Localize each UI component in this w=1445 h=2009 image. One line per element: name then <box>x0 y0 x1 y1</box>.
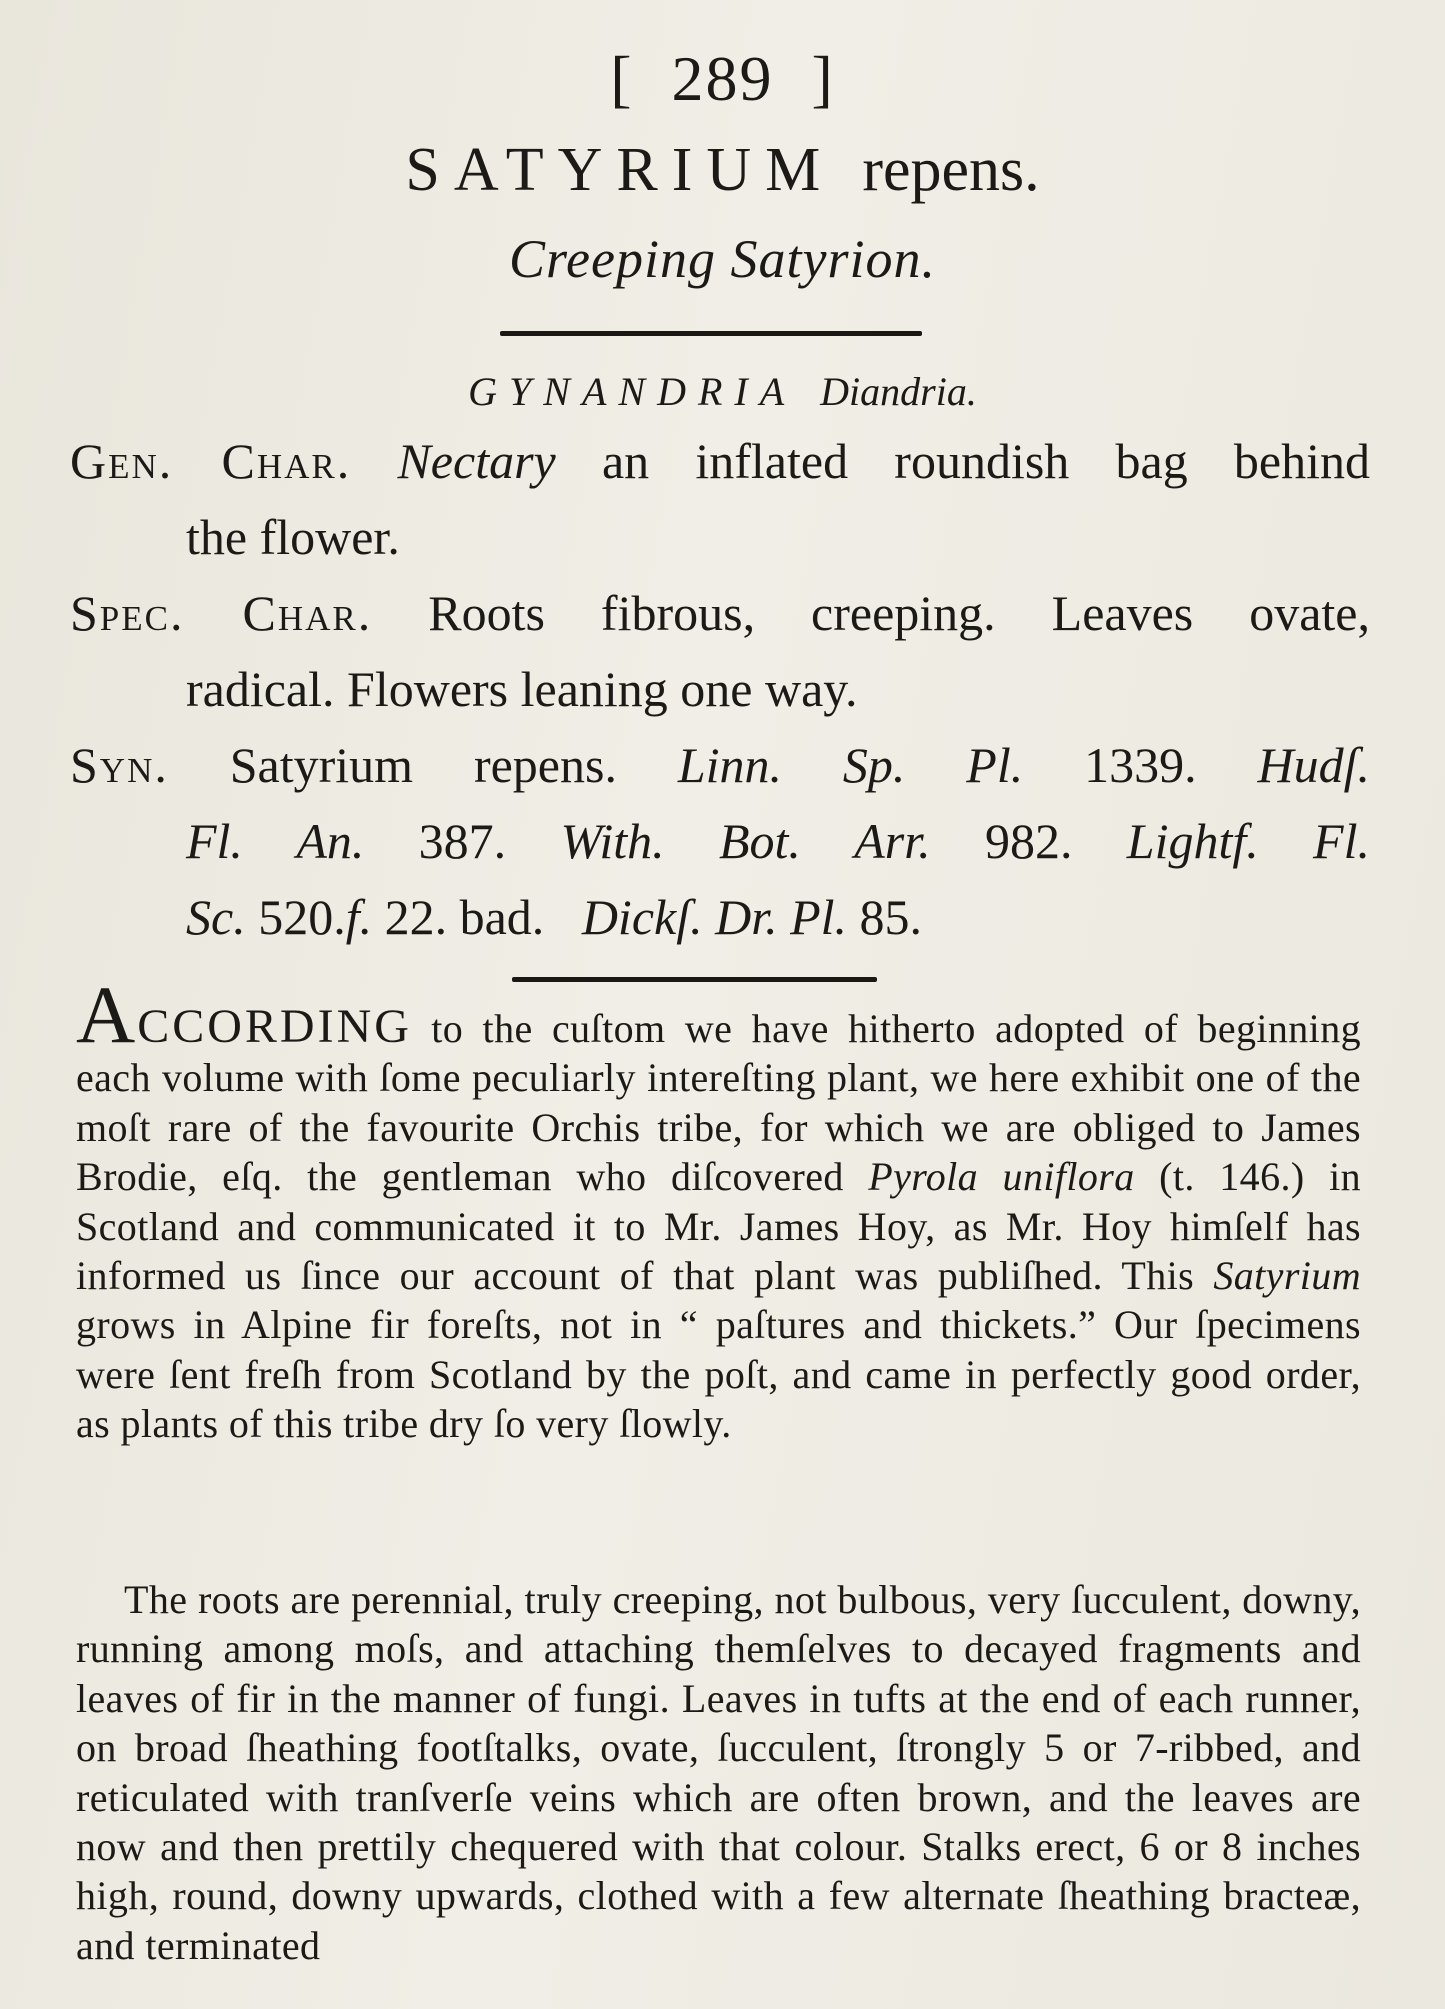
syn-ref: Lightf. Fl. <box>1126 813 1370 869</box>
gen-char-term: Nectary <box>397 433 556 489</box>
syn-line-3 <box>186 888 1370 946</box>
syn-ref-num: 22. bad. <box>384 889 545 945</box>
gen-char-line-2: the flower. <box>186 509 400 565</box>
species-name: repens. <box>862 136 1040 204</box>
paragraph-text: The roots are perennial, truly creeping, not bulbous, very ſucculent, downy, running among moſs, and attaching themſelves to decayed fragments and leaves of fir in the manner of fungi. Leaves in tufts at the end of each runner, on broad ſheathing footſtalks, ovate, ſucculent, ſtrongly 5 or 7-ribbed, and reticulated with tranſverſe veins which are often brown, and the leaves are now and then prettily chequered with that colour. Stalks erect, 6 or 8 inches high, round, downy upwards, clothed with a few alternate ſheathing bracteæ, and terminated <box>76 1577 1361 1968</box>
gen-char-line <box>70 432 1370 490</box>
divider-rule <box>500 331 922 336</box>
syn-ref: With. Bot. Arr. <box>560 813 931 869</box>
syn-ref: Linn. Sp. Pl. <box>677 737 1024 793</box>
common-name: Creeping Satyrion. <box>509 229 936 289</box>
page-number: [ 289 ] <box>610 43 835 114</box>
drop-cap: A <box>76 969 138 1060</box>
spec-char-line <box>70 584 1370 642</box>
syn-ref: Sc. <box>186 889 246 945</box>
spec-char-text: Roots fibrous, creeping. Leaves ovate, <box>428 585 1371 641</box>
paragraph-text: to the cuſtom we have hitherto adopted of beginning each volume with ſome peculiarly intereſting plant, we here exhibit one of the moſt rare of the favourite Orchis tribe, for which we are obliged to James Brodie, eſq. the gentleman who diſcovered <box>76 1006 1361 1200</box>
syn-ref: Dickſ. Dr. Pl. <box>581 889 848 945</box>
syn-line-2 <box>186 812 1370 870</box>
spec-char-line-2: radical. Flowers leaning one way. <box>186 661 858 717</box>
classification <box>0 368 1445 415</box>
syn-line <box>70 736 1370 794</box>
class-name: GYNANDRIA <box>468 369 797 414</box>
syn-ref: f. <box>345 889 373 945</box>
page-title <box>0 135 1445 206</box>
syn-ref-num: 85. <box>859 889 923 945</box>
description-paragraph-1 <box>76 969 1361 1449</box>
syn-label: Syn. <box>70 737 169 793</box>
genus-name: SATYRIUM <box>405 136 835 204</box>
syn-ref-num: 387. <box>418 813 507 869</box>
gen-char-label: Gen. Char. <box>70 433 352 489</box>
description-paragraph-2 <box>76 1575 1361 1970</box>
syn-text: Satyrium repens. <box>229 737 617 793</box>
syn-ref-num: 520. <box>258 889 346 945</box>
paragraph-text: grows in Alpine fir foreſts, not in “ paſtures and thickets.” Our ſpecimens were ſent freſh from Scotland by the poſt, and came in perfectly good order, as plants of this tribe dry ſo very ſlowly. <box>76 1302 1361 1447</box>
page-number-value: 289 <box>671 43 774 114</box>
order-name: Diandria. <box>820 369 977 414</box>
opening-word: CCORDING <box>137 1000 412 1053</box>
spec-char-label: Spec. Char. <box>70 585 373 641</box>
syn-ref-num: 1339. <box>1084 737 1197 793</box>
syn-ref: Hudſ. <box>1257 737 1371 793</box>
divider-rule <box>512 977 877 982</box>
paragraph-text: (t. 146.) in Scotland and communicated it to Mr. James Hoy, as Mr. Hoy himſelf has informed us ſince our account of that plant was publiſhed. This <box>76 1154 1361 1299</box>
genus-reference: Satyrium <box>1213 1253 1361 1299</box>
syn-ref-num: 982. <box>984 813 1073 869</box>
species-reference: Pyrola uniflora <box>868 1154 1135 1200</box>
syn-ref: Fl. An. <box>186 813 365 869</box>
gen-char-text: an inflated roundish bag behind <box>601 433 1370 489</box>
